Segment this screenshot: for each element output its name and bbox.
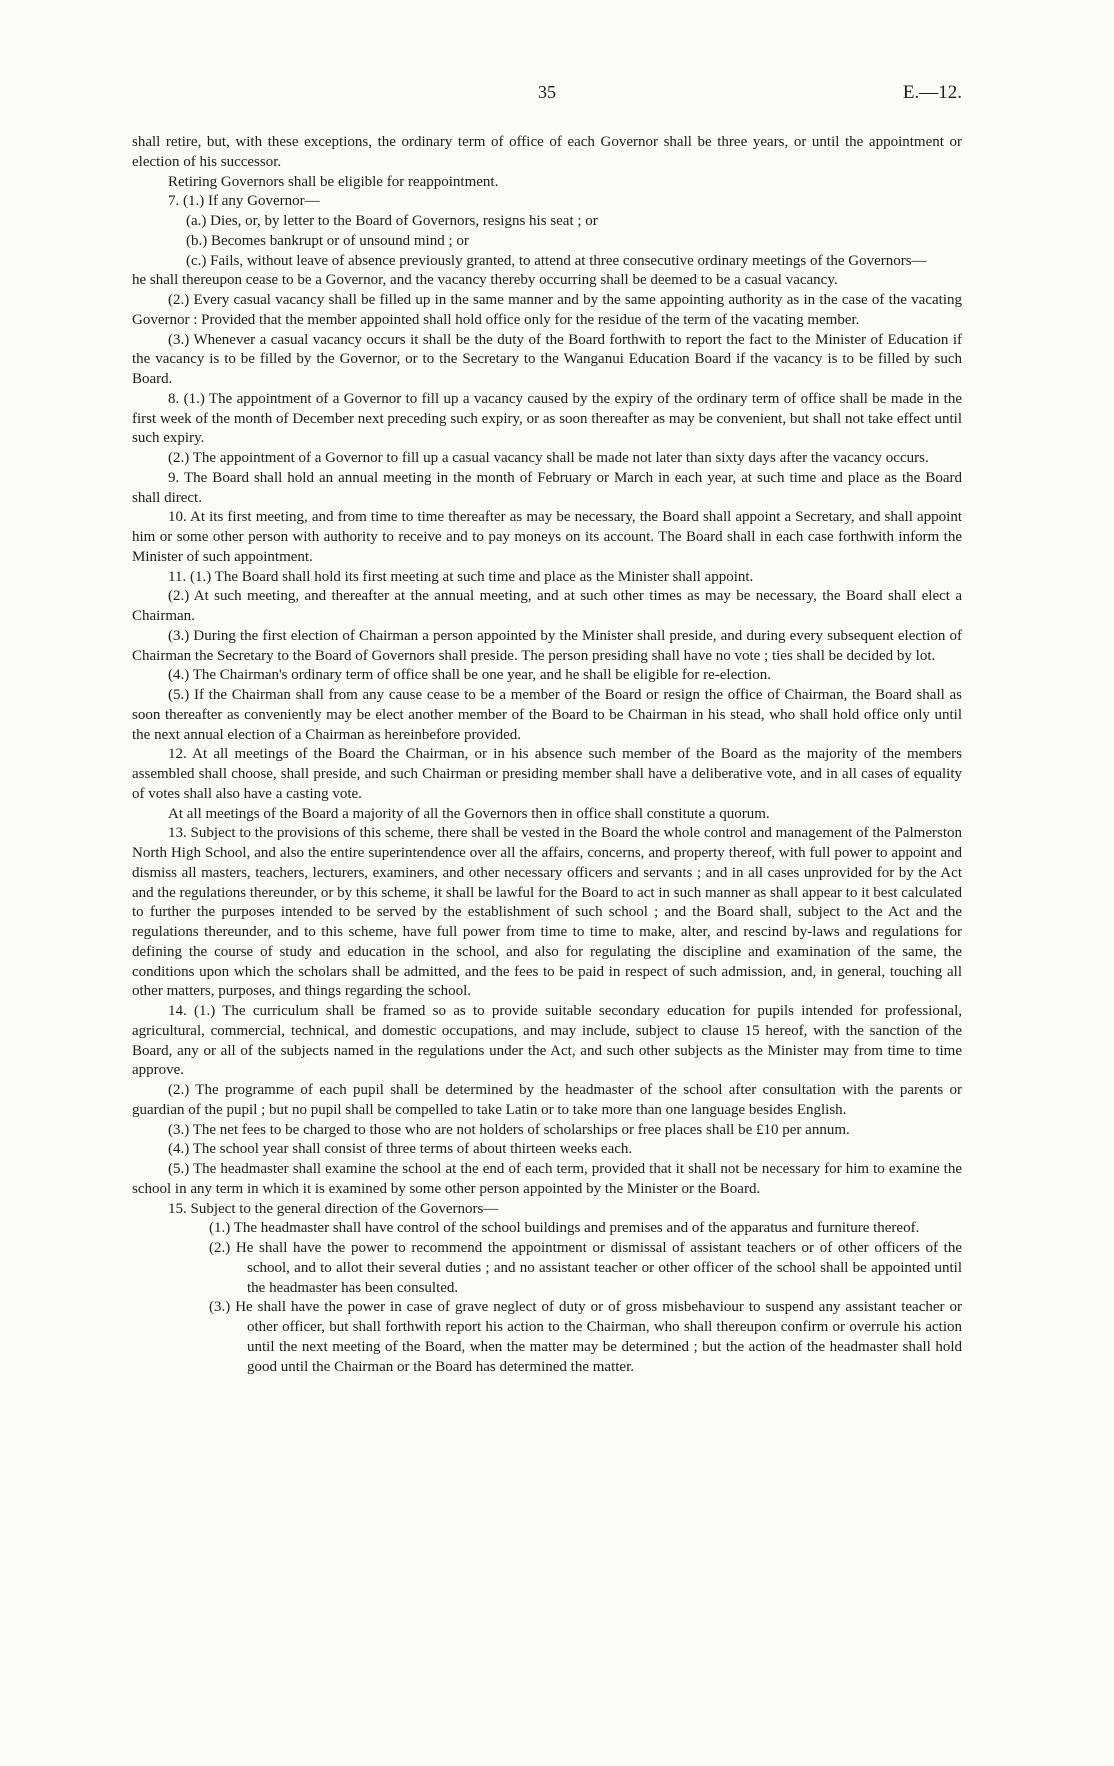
paragraph: (4.) The school year shall consist of three terms of about thirteen weeks each.: [168, 1141, 633, 1158]
paragraph: 15. Subject to the general direction of the Governors—: [168, 1200, 499, 1217]
page-number: 35: [538, 82, 556, 102]
paragraph: (3.) He shall have the power in case of grave neglect of duty or of gross misbehaviour to suspend any assistant teacher or other officer, but shall forthwith report his action to the Chairman, who shall thereupon confirm or overrule his action until the next meeting of the Board, when the matter may be determined ; but the action of the headmaster shall hold good until the Chairman or the Board has determined the matter.: [209, 1299, 962, 1375]
paragraph: (5.) The headmaster shall examine the school at the end of each term, provided that it shall not be necessary for him to examine the school in any term in which it is examined by some other person appointed by the Minister or the Board.: [132, 1161, 962, 1197]
paragraph: (5.) If the Chairman shall from any cause cease to be a member of the Board or resign the office of Chairman, the Board shall as soon thereafter as conveniently may be elect another member of the Board to be Chairman in his stead, who shall hold office only until the next annual election of a Chairman as hereinbefore provided.: [132, 687, 962, 743]
paragraph: (3.) Whenever a casual vacancy occurs it shall be the duty of the Board forthwith to report the fact to the Minister of Education if the vacancy is to be filled by the Governor, or to the Secretary to the Wanganui Education Board if the vacancy is to be filled by such Board.: [132, 331, 962, 387]
paragraph: he shall thereupon cease to be a Governor, and the vacancy thereby occurring shall be deemed to be a casual vacancy.: [132, 272, 838, 289]
paragraph: (2.) The programme of each pupil shall be determined by the headmaster of the school after consultation with the parents or guardian of the pupil ; but no pupil shall be compelled to take Latin or to take more than one language besides English.: [132, 1082, 962, 1118]
paragraph: 14. (1.) The curriculum shall be framed so as to provide suitable secondary education for pupils intended for professional, agricultural, commercial, technical, and domestic occupations, and may include, subject to clause 15 hereof, with the sanction of the Board, any or all of the subjects named in the regulations under the Act, and such other subjects as the Minister may from time to time approve.: [132, 1003, 962, 1079]
paragraph: (a.) Dies, or, by letter to the Board of Governors, resigns his seat ; or: [186, 213, 598, 229]
paragraph: 8. (1.) The appointment of a Governor to fill up a vacancy caused by the expiry of the ordinary term of office shall be made in the first week of the month of December next preceding such expiry, or as soon thereafter as may be convenient, but shall not take effect until such expiry.: [132, 390, 962, 447]
paragraph: (2.) The appointment of a Governor to fill up a casual vacancy shall be made not later than sixty days after the vacancy occurs.: [168, 450, 929, 466]
page-header: [0, 82, 1114, 106]
paragraph: (b.) Becomes bankrupt or of unsound mind ; or: [186, 232, 469, 249]
paragraph: (2.) He shall have the power to recommend the appointment or dismissal of assistant teachers or of other officers of the school, and to allot their several duties ; and no assistant teacher or other officer of the school shall be appointed until the headmaster has been consulted.: [209, 1240, 962, 1296]
paragraph: 13. Subject to the provisions of this scheme, there shall be vested in the Board the whole control and management of the Palmerston North High School, and also the entire superintendence over all the affairs, concerns, and property thereof, with full power to appoint and dismiss all masters, teachers, lecturers, examiners, and other necessary officers and servants ; and in all cases unprovided for by the Act and the regulations thereunder, or by this scheme, it shall be lawful for the Board to act in such manner as shall appear to it best calculated to further the purposes intended to be served by the establishment of such school ; and the Board shall, subject to the Act and the regulations thereunder, and to this scheme, have full power from time to time to make, alter, and rescind by-laws and regulations for defining the course of study and education in the school, and also for regulating the discipline and examination of the same, the conditions upon which the scholars shall be admitted, and the fees to be paid in respect of such admission, and, in general, touching all other matters, purposes, and things regarding the school.: [132, 825, 962, 1000]
paragraph: (3.) The net fees to be charged to those who are not holders of scholarships or free places shall be £10 per annum.: [168, 1121, 850, 1138]
document-reference: E.—12.: [902, 82, 962, 103]
paragraph: (3.) During the first election of Chairman a person appointed by the Minister shall preside, and during every subsequent election of Chairman the Secretary to the Board of Governors shall preside. The person presiding shall have no vote ; ties shall be decided by lot.: [132, 627, 962, 664]
paragraph: (4.) The Chairman's ordinary term of office shall be one year, and he shall be eligible for re-election.: [168, 667, 771, 684]
paragraph: Retiring Governors shall be eligible for reappointment.: [168, 173, 499, 190]
paragraph: (c.) Fails, without leave of absence previously granted, to attend at three consecutive ordinary meetings of the Governors—: [186, 252, 927, 269]
paragraph: (2.) At such meeting, and thereafter at the annual meeting, and at such other times as may be necessary, the Board shall elect a Chairman.: [132, 588, 962, 624]
paragraph: 7. (1.) If any Governor—: [168, 193, 320, 210]
paragraph: (2.) Every casual vacancy shall be filled up in the same manner and by the same appointing authority as in the case of the vacating Governor : Provided that the member appointed shall hold office only for the residue of the term of the vacating member.: [132, 292, 962, 328]
paragraph: shall retire, but, with these exceptions, the ordinary term of office of each Governor shall be three years, or until the appointment or election of his successor.: [132, 134, 962, 170]
paragraph: 9. The Board shall hold an annual meeting in the month of February or March in each year, at such time and place as the Board shall direct.: [132, 469, 962, 506]
paragraph: 10. At its first meeting, and from time to time thereafter as may be necessary, the Board shall appoint a Secretary, and shall appoint him or some other person with authority to receive and to pay moneys on its account. The Board shall in each case forthwith inform the Minister of such appointment.: [132, 509, 962, 565]
paragraph: 11. (1.) The Board shall hold its first meeting at such time and place as the Minister shall appoint.: [168, 568, 754, 585]
paragraph: (1.) The headmaster shall have control of the school buildings and premises and of the apparatus and furniture thereof.: [209, 1220, 920, 1237]
paragraph: At all meetings of the Board a majority of all the Governors then in office shall constitute a quorum.: [168, 805, 770, 822]
document-body: [132, 133, 962, 1377]
paragraph: 12. At all meetings of the Board the Chairman, or in his absence such member of the Board as the majority of the members assembled shall choose, shall preside, and such Chairman or presiding member shall have a deliberative vote, and in all cases of equality of votes shall also have a casting vote.: [132, 746, 962, 802]
